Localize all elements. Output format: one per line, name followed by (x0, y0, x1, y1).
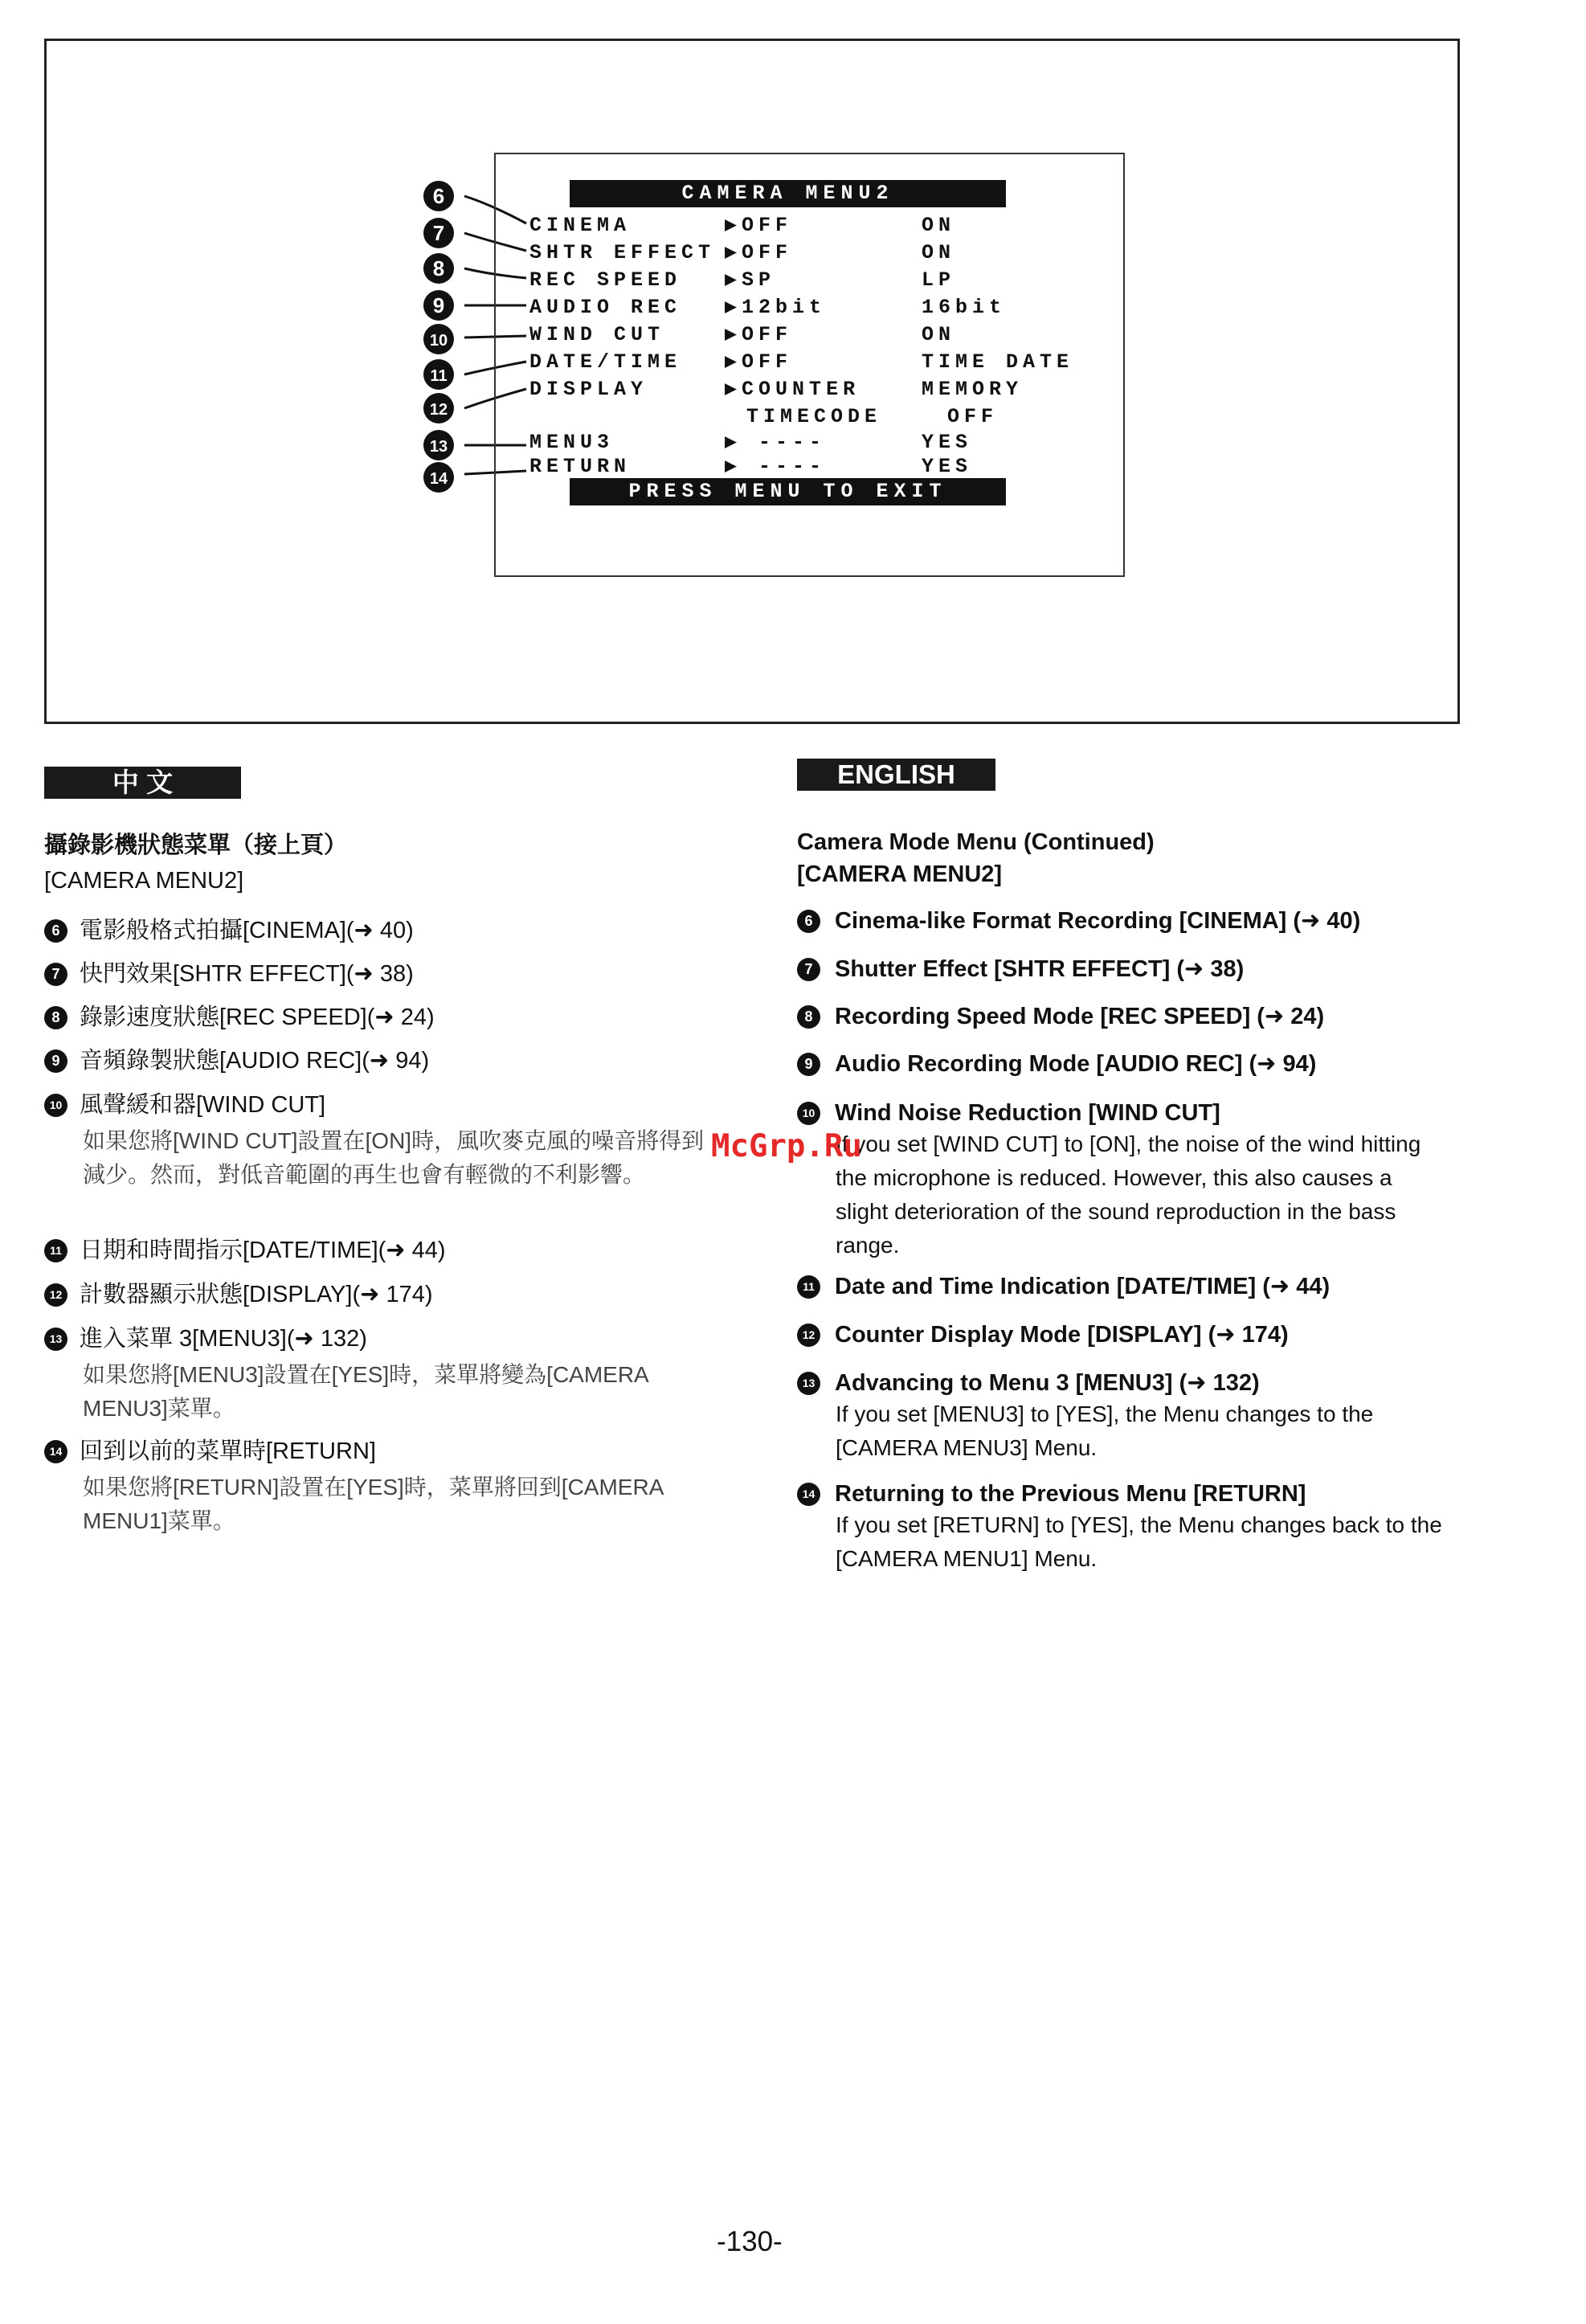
menu-row-value: TIMECODE (746, 405, 882, 428)
item-number-icon: 7 (797, 958, 820, 981)
item-number-icon: 11 (797, 1275, 820, 1299)
menu-row-display (496, 378, 1126, 402)
english-item-title: Advancing to Menu 3 [MENU3] (➜ 132) (835, 1370, 1260, 1396)
chinese-heading: 攝錄影機狀態菜單（接上頁） (44, 833, 348, 858)
page-number: -130- (717, 2226, 783, 2257)
menu-row-menu3 (496, 431, 1126, 455)
callout-14: 14 (429, 470, 448, 488)
menu-title: CAMERA MENU2 (570, 180, 1006, 207)
menu-row-label: RETURN (529, 455, 632, 478)
chinese-item-description: 如果您將[MENU3]設置在[YES]時，菜單將變為[CAMERA MENU3]菜單。 (83, 1362, 648, 1421)
chinese-item-title: 錄影速度狀態[REC SPEED](➜ 24) (80, 1004, 435, 1030)
callout-9: 9 (432, 293, 445, 317)
menu-row-value: ▶OFF (725, 323, 793, 346)
menu-row-value: ▶12bit (725, 296, 827, 319)
menu-row-wind-cut (496, 323, 1126, 347)
menu-row-shtr-effect (496, 241, 1126, 265)
callout-10: 10 (429, 332, 448, 350)
english-item-title: Shutter Effect [SHTR EFFECT] (➜ 38) (835, 956, 1245, 982)
callout-11: 11 (430, 367, 448, 385)
english-item-title: Returning to the Previous Menu [RETURN] (835, 1481, 1306, 1507)
item-number-icon: 10 (797, 1102, 820, 1125)
menu-row-option: ON (922, 241, 956, 264)
english-item-title: Audio Recording Mode [AUDIO REC] (➜ 94) (835, 1051, 1317, 1077)
menu-row-value: ▶COUNTER (725, 378, 860, 401)
item-number-icon: 14 (797, 1483, 820, 1506)
callout-13: 13 (429, 438, 448, 456)
menu-row-value: ▶ ---- (725, 431, 827, 454)
chinese-item-title: 音頻錄製狀態[AUDIO REC](➜ 94) (80, 1048, 430, 1074)
english-item-title: Wind Noise Reduction [WIND CUT] (835, 1100, 1220, 1126)
item-number-icon: 13 (44, 1328, 67, 1351)
menu-row-option: ON (922, 214, 956, 237)
callout-7: 7 (432, 221, 445, 245)
item-number-icon: 7 (44, 963, 67, 986)
menu-row-date-time (496, 350, 1126, 374)
menu-row-audio-rec (496, 296, 1126, 320)
menu-row-value: ▶ ---- (725, 455, 827, 478)
menu-row-option: MEMORY (922, 378, 1024, 401)
english-item-title: Recording Speed Mode [REC SPEED] (➜ 24) (835, 1004, 1325, 1029)
item-number-icon: 10 (44, 1094, 67, 1117)
item-number-icon: 12 (44, 1283, 67, 1307)
english-section-tag: ENGLISH (797, 759, 995, 791)
chinese-item-title: 進入菜單 3[MENU3](➜ 132) (80, 1326, 367, 1352)
item-number-icon: 12 (797, 1324, 820, 1347)
menu-row-value: ▶OFF (725, 241, 793, 264)
menu-row-label: DISPLAY (529, 378, 648, 401)
menu-row-return (496, 455, 1126, 479)
menu-row-rec-speed (496, 268, 1126, 293)
chinese-section-tag: 中 文 (44, 767, 241, 799)
menu-row-value: ▶SP (725, 268, 776, 292)
chinese-item-title: 風聲緩和器[WIND CUT] (80, 1092, 326, 1118)
menu-row-display-timecode (496, 405, 1126, 429)
menu-row-option: 16bit (922, 296, 1007, 319)
item-number-icon: 8 (44, 1006, 67, 1029)
callout-6: 6 (432, 184, 445, 208)
callout-8: 8 (432, 256, 445, 280)
watermark: McGrp.Ru (711, 1128, 862, 1164)
chinese-item-description: 如果您將[RETURN]設置在[YES]時，菜單將回到[CAMERA MENU1]菜單。 (83, 1475, 663, 1533)
item-number-icon: 9 (44, 1049, 67, 1073)
english-item-title: Counter Display Mode [DISPLAY] (➜ 174) (835, 1322, 1289, 1348)
menu-row-label: AUDIO REC (529, 296, 682, 319)
chinese-item-title: 快門效果[SHTR EFFECT](➜ 38) (80, 961, 414, 987)
item-number-icon: 13 (797, 1372, 820, 1395)
english-item-description: If you set [RETURN] to [YES], the Menu changes back to the [CAMERA MENU1] Menu. (836, 1512, 1442, 1571)
menu-row-label: DATE/TIME (529, 350, 682, 374)
menu-row-label: WIND CUT (529, 323, 665, 346)
english-item-description: If you set [MENU3] to [YES], the Menu changes to the [CAMERA MENU3] Menu. (836, 1401, 1374, 1460)
menu-row-value: ▶OFF (725, 214, 793, 237)
chinese-item-title: 計數器顯示狀態[DISPLAY](➜ 174) (80, 1282, 433, 1307)
chinese-item-title: 回到以前的菜單時[RETURN] (80, 1438, 376, 1464)
menu-row-label: REC SPEED (529, 268, 682, 292)
menu-row-label: MENU3 (529, 431, 615, 454)
english-heading: Camera Mode Menu (Continued) (797, 829, 1155, 855)
item-number-icon: 9 (797, 1053, 820, 1076)
english-item-title: Date and Time Indication [DATE/TIME] (➜ 44) (835, 1274, 1331, 1299)
menu-row-option: LP (922, 268, 956, 292)
item-number-icon: 8 (797, 1005, 820, 1029)
chinese-item-title: 日期和時間指示[DATE/TIME](➜ 44) (80, 1238, 446, 1263)
english-subheading: [CAMERA MENU2] (797, 861, 1003, 887)
callout-12: 12 (429, 401, 448, 419)
menu-row-cinema (496, 214, 1126, 238)
chinese-subheading: [CAMERA MENU2] (44, 868, 244, 894)
english-item-description: If you set [WIND CUT] to [ON], the noise of the wind hitting the microphone is reduced. However, this also causes a slight deterioration of the sound reproduction in the bass range. (836, 1131, 1421, 1258)
english-item-title: Cinema-like Format Recording [CINEMA] (➜ 40) (835, 908, 1361, 934)
item-number-icon: 11 (44, 1239, 67, 1262)
item-number-icon: 6 (797, 910, 820, 933)
menu-row-option: YES (922, 455, 973, 478)
menu-footer: PRESS MENU TO EXIT (570, 478, 1006, 505)
item-number-icon: 6 (44, 919, 67, 943)
menu-row-option: YES (922, 431, 973, 454)
menu-row-value: ▶OFF (725, 350, 793, 374)
menu-row-option: OFF (947, 405, 999, 428)
chinese-item-title: 電影般格式拍攝[CINEMA](➜ 40) (80, 918, 414, 943)
menu-row-label: SHTR EFFECT (529, 241, 716, 264)
item-number-icon: 14 (44, 1440, 67, 1463)
chinese-item-description: 如果您將[WIND CUT]設置在[ON]時，風吹麥克風的噪音將得到減少。然而，對低音範圍的再生也會有輕微的不利影響。 (83, 1128, 705, 1187)
menu-row-option: TIME DATE (922, 350, 1074, 374)
menu-row-label: CINEMA (529, 214, 632, 237)
camera-menu-screen (494, 153, 1125, 577)
menu-row-option: ON (922, 323, 956, 346)
